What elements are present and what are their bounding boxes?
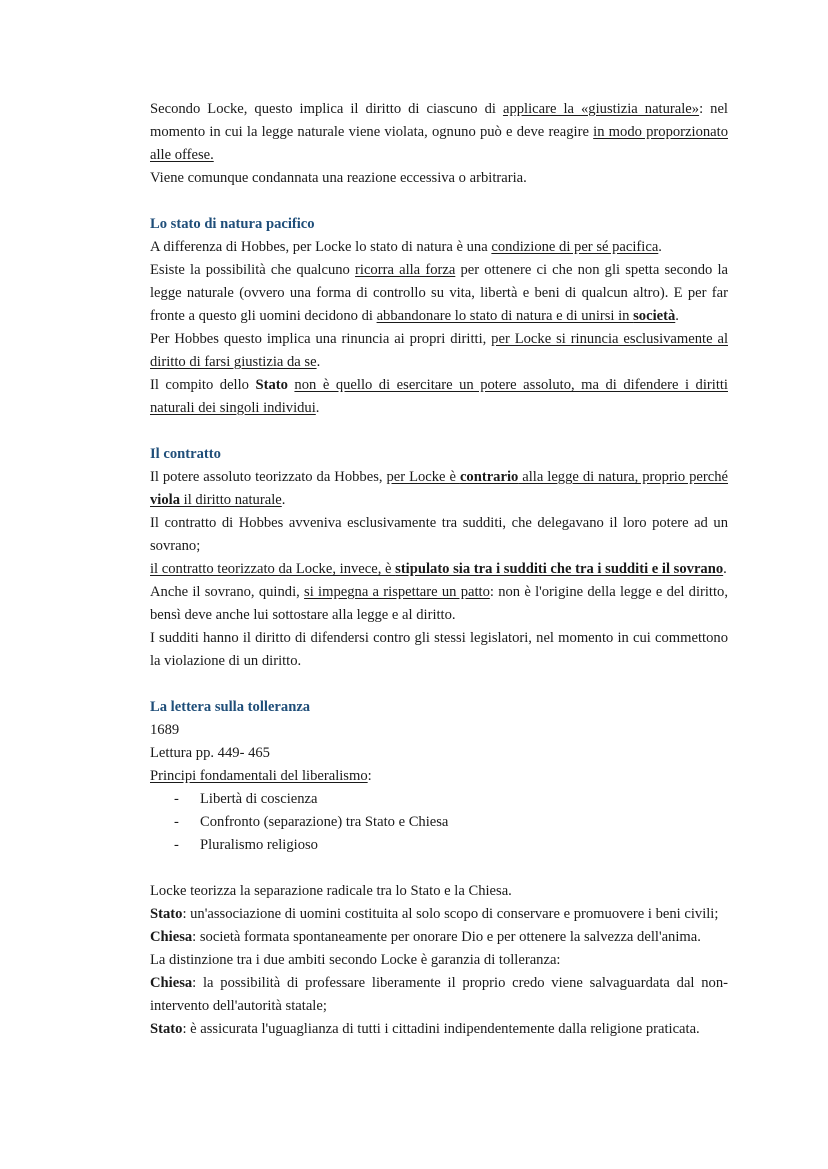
text: abbandonare lo stato di natura e di unirsi in: [376, 308, 634, 324]
text: Anche il sovrano, quindi,: [150, 584, 305, 600]
text: A differenza di Hobbes, per Locke lo stato di natura è una: [150, 239, 492, 255]
underlined-text: non è quello di esercitare un potere assoluto, ma di difendere i diritti naturali dei singoli individui: [150, 377, 728, 416]
section-heading-contratto: Il contratto: [150, 446, 221, 462]
underlined-text: applicare la «giustizia naturale»: [502, 101, 700, 117]
paragraph: [150, 972, 728, 1018]
paragraph: [150, 1018, 728, 1041]
text: : è assicurata l'uguaglianza di tutti i cittadini indipendentemente dalla religione praticata.: [182, 1021, 700, 1037]
paragraph: [150, 558, 728, 581]
section-heading-stato-natura: Lo stato di natura pacifico: [150, 216, 315, 232]
paragraph: [150, 374, 728, 420]
paragraph: [150, 581, 728, 627]
underlined-text: si impegna a rispettare un patto: [304, 584, 490, 600]
text: alla legge di natura, proprio perché: [518, 469, 729, 485]
paragraph: [150, 259, 728, 328]
bold-text: viola: [150, 492, 180, 508]
bold-text: stipulato sia tra i sudditi che tra i sudditi e il sovrano: [395, 561, 724, 577]
text: Per Hobbes questo implica una rinuncia ai propri diritti,: [150, 331, 492, 347]
paragraph: [150, 236, 728, 259]
bold-text: contrario: [459, 469, 519, 485]
intro-paragraph-2: Viene comunque condannata una reazione eccessiva o arbitraria.: [150, 170, 527, 186]
list-item: - Libertà di coscienza: [174, 788, 728, 811]
text: : non è l'origine della legge e del diritto, bensì deve anche lui sottostare alla legge e al diritto.: [150, 584, 728, 623]
text: Il compito dello: [150, 377, 256, 393]
text: .: [316, 354, 321, 370]
text: per Locke è: [386, 469, 460, 485]
text: Il potere assoluto teorizzato da Hobbes,: [150, 469, 387, 485]
underlined-text: [150, 561, 723, 577]
underlined-text: Principi fondamentali del liberalismo: [150, 768, 368, 784]
paragraph: La distinzione tra i due ambiti secondo Locke è garanzia di tolleranza:: [150, 952, 561, 968]
text: il contratto teorizzato da Locke, invece, è: [150, 561, 396, 577]
list-item: - Pluralismo religioso: [174, 834, 728, 857]
underlined-text: in modo proporzionato alle offese.: [150, 124, 728, 163]
text: .: [658, 239, 662, 255]
paragraph: Locke teorizza la separazione radicale tra lo Stato e la Chiesa.: [150, 883, 512, 899]
section-heading-tolleranza: La lettera sulla tolleranza: [150, 699, 311, 715]
text: .: [723, 561, 727, 577]
underlined-text: [377, 308, 676, 324]
bold-text: società: [633, 308, 676, 324]
text: Secondo Locke, questo implica il diritto di ciascuno di: [150, 101, 503, 117]
intro-paragraph: [150, 98, 728, 167]
text: Esiste la possibilità che qualcuno: [150, 262, 356, 278]
text: : la possibilità di professare liberamente il proprio credo viene salvaguardata dal non-intervento dell'autorità statale;: [150, 975, 728, 1014]
reading-reference: Lettura pp. 449- 465: [150, 745, 270, 761]
principles-list: [150, 788, 728, 857]
text: per ottenere ci che non gli spetta secondo la legge naturale (ovvero una forma di controllo su vita, libertà e beni di qualcun altro). E per far fronte a questo gli uomini decidono di: [150, 262, 728, 324]
text: .: [315, 400, 320, 416]
bold-text: Stato: [150, 906, 183, 922]
text: : un'associazione di uomini costituita al solo scopo di conservare e promuovere i beni civili;: [182, 906, 719, 922]
bold-text: Stato: [255, 377, 288, 393]
year: 1689: [150, 722, 180, 738]
paragraph: [150, 926, 728, 949]
text: .: [281, 492, 286, 508]
text: .: [675, 308, 679, 324]
paragraph: [150, 466, 728, 512]
principles-label: [150, 765, 728, 788]
paragraph: Il contratto di Hobbes avveniva esclusivamente tra sudditi, che delegavano il loro potere ad un sovrano;: [150, 515, 728, 554]
paragraph: I sudditi hanno il diritto di difendersi contro gli stessi legislatori, nel momento in cui commettono la violazione di un diritto.: [150, 630, 728, 669]
bold-text: Chiesa: [150, 929, 193, 945]
text: il diritto naturale: [180, 492, 282, 508]
text: : nel momento in cui la legge naturale viene violata, ognuno può e deve reagire: [150, 101, 728, 140]
paragraph: [150, 903, 728, 926]
paragraph: [150, 328, 728, 374]
underlined-text: per Locke si rinuncia esclusivamente al diritto di farsi giustizia da se: [150, 331, 728, 370]
bold-text: Chiesa: [150, 975, 193, 991]
bold-text: Stato: [150, 1021, 183, 1037]
underlined-text: condizione di per sé pacifica: [491, 239, 659, 255]
text: : società formata spontaneamente per onorare Dio e per ottenere la salvezza dell'anima.: [192, 929, 701, 945]
list-item: - Confronto (separazione) tra Stato e Chiesa: [174, 811, 728, 834]
text: :: [367, 768, 372, 784]
underlined-text: ricorra alla forza: [355, 262, 456, 278]
